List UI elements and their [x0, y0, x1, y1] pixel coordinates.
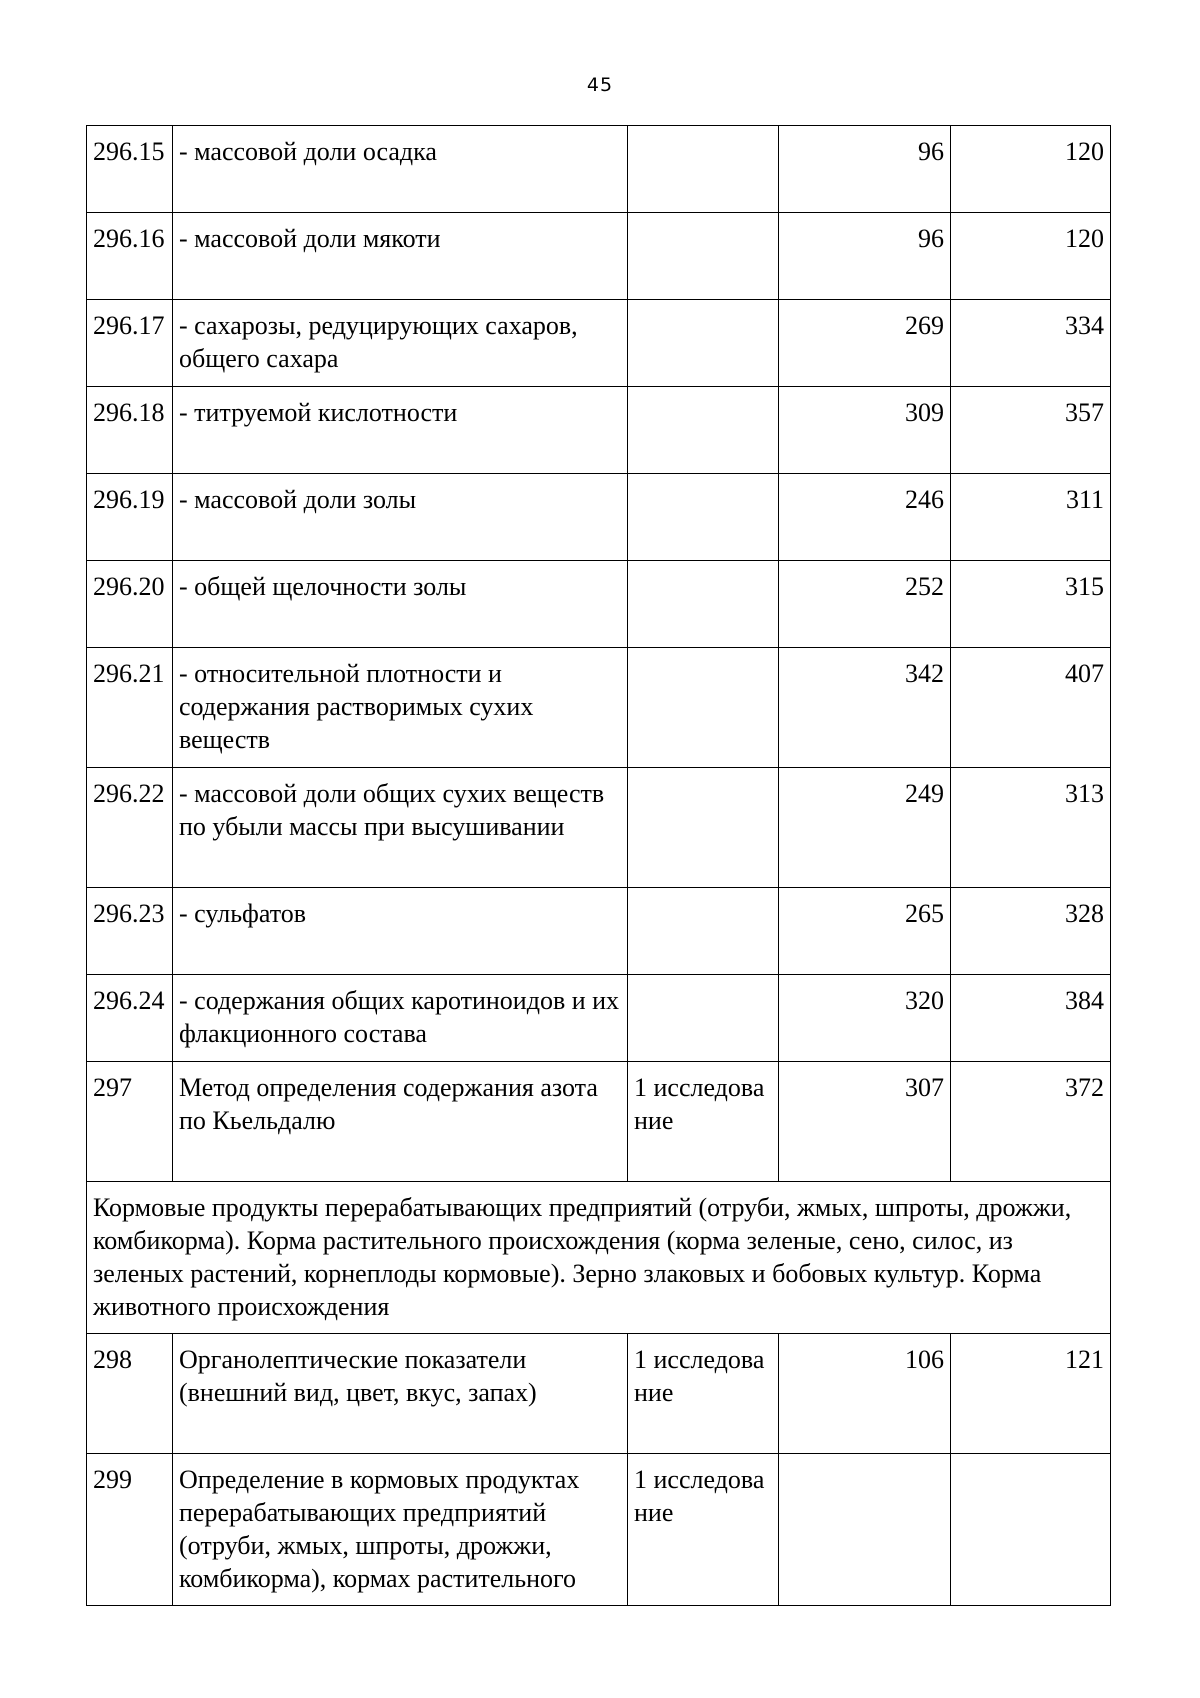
row-name: - массовой доли мякоти — [173, 213, 628, 300]
row-code: 299 — [87, 1454, 173, 1606]
table-row — [87, 768, 1111, 888]
row-price-2 — [951, 1454, 1111, 1606]
row-price-2: 384 — [951, 975, 1111, 1062]
row-code: 296.18 — [87, 387, 173, 474]
row-unit — [628, 300, 779, 387]
row-price-2: 372 — [951, 1062, 1111, 1182]
row-price-1: 246 — [779, 474, 951, 561]
section-heading: Кормовые продукты перерабатывающих предприятий (отруби, жмых, шпроты, дрожжи, комбикорма). Корма растительного происхождения (корма зеленые, сено, силос, из зеленых растений, корнеплоды кормовые). Зерно злаковых и бобовых культур. Корма животного происхождения — [87, 1182, 1111, 1334]
row-unit: 1 исследование — [628, 1062, 779, 1182]
row-code: 296.15 — [87, 126, 173, 213]
row-name: Органолептические показатели (внешний вид, цвет, вкус, запах) — [173, 1334, 628, 1454]
row-name: Определение в кормовых продуктах перерабатывающих предприятий (отруби, жмых, шпроты, дрожжи, комбикорма), кормах растительного — [173, 1454, 628, 1606]
row-code: 296.16 — [87, 213, 173, 300]
row-name: - массовой доли золы — [173, 474, 628, 561]
row-name: - общей щелочности золы — [173, 561, 628, 648]
row-name: - содержания общих каротиноидов и их флакционного состава — [173, 975, 628, 1062]
row-name: - массовой доли общих сухих веществ по убыли массы при высушивании — [173, 768, 628, 888]
row-price-2: 334 — [951, 300, 1111, 387]
table-row — [87, 648, 1111, 768]
row-price-2: 357 — [951, 387, 1111, 474]
row-code: 296.17 — [87, 300, 173, 387]
row-code: 296.21 — [87, 648, 173, 768]
table-row — [87, 975, 1111, 1062]
row-name: - относительной плотности и содержания растворимых сухих веществ — [173, 648, 628, 768]
row-code: 296.19 — [87, 474, 173, 561]
row-code: 298 — [87, 1334, 173, 1454]
row-price-2: 313 — [951, 768, 1111, 888]
row-code: 296.24 — [87, 975, 173, 1062]
row-name: - титруемой кислотности — [173, 387, 628, 474]
row-price-2: 121 — [951, 1334, 1111, 1454]
row-price-1: 309 — [779, 387, 951, 474]
row-price-1: 249 — [779, 768, 951, 888]
row-price-1: 269 — [779, 300, 951, 387]
price-table — [86, 125, 1111, 1606]
table-row — [87, 561, 1111, 648]
row-unit — [628, 975, 779, 1062]
row-price-2: 120 — [951, 126, 1111, 213]
table-row — [87, 1334, 1111, 1454]
row-price-1: 307 — [779, 1062, 951, 1182]
row-price-1: 252 — [779, 561, 951, 648]
row-code: 296.23 — [87, 888, 173, 975]
table-row — [87, 213, 1111, 300]
page-number: 45 — [586, 74, 614, 96]
table-row — [87, 300, 1111, 387]
row-price-1: 96 — [779, 213, 951, 300]
row-code: 296.22 — [87, 768, 173, 888]
section-heading-row — [87, 1182, 1111, 1334]
row-price-2: 120 — [951, 213, 1111, 300]
table-row — [87, 126, 1111, 213]
row-unit — [628, 768, 779, 888]
table-row — [87, 1062, 1111, 1182]
table-row — [87, 1454, 1111, 1606]
table-row — [87, 888, 1111, 975]
row-price-1: 342 — [779, 648, 951, 768]
row-unit — [628, 213, 779, 300]
row-price-2: 315 — [951, 561, 1111, 648]
row-price-1: 96 — [779, 126, 951, 213]
row-code: 297 — [87, 1062, 173, 1182]
row-unit — [628, 474, 779, 561]
row-unit: 1 исследование — [628, 1334, 779, 1454]
row-name: - массовой доли осадка — [173, 126, 628, 213]
row-unit — [628, 561, 779, 648]
row-unit — [628, 648, 779, 768]
row-price-1: 320 — [779, 975, 951, 1062]
row-unit — [628, 888, 779, 975]
table-row — [87, 474, 1111, 561]
row-price-2: 311 — [951, 474, 1111, 561]
table-row — [87, 387, 1111, 474]
row-unit — [628, 387, 779, 474]
row-code: 296.20 — [87, 561, 173, 648]
row-name: - сахарозы, редуцирующих сахаров, общего сахара — [173, 300, 628, 387]
row-unit: 1 исследование — [628, 1454, 779, 1606]
row-price-2: 407 — [951, 648, 1111, 768]
row-price-2: 328 — [951, 888, 1111, 975]
row-price-1: 265 — [779, 888, 951, 975]
row-name: Метод определения содержания азота по Кьельдалю — [173, 1062, 628, 1182]
row-unit — [628, 126, 779, 213]
row-name: - сульфатов — [173, 888, 628, 975]
row-price-1 — [779, 1454, 951, 1606]
row-price-1: 106 — [779, 1334, 951, 1454]
